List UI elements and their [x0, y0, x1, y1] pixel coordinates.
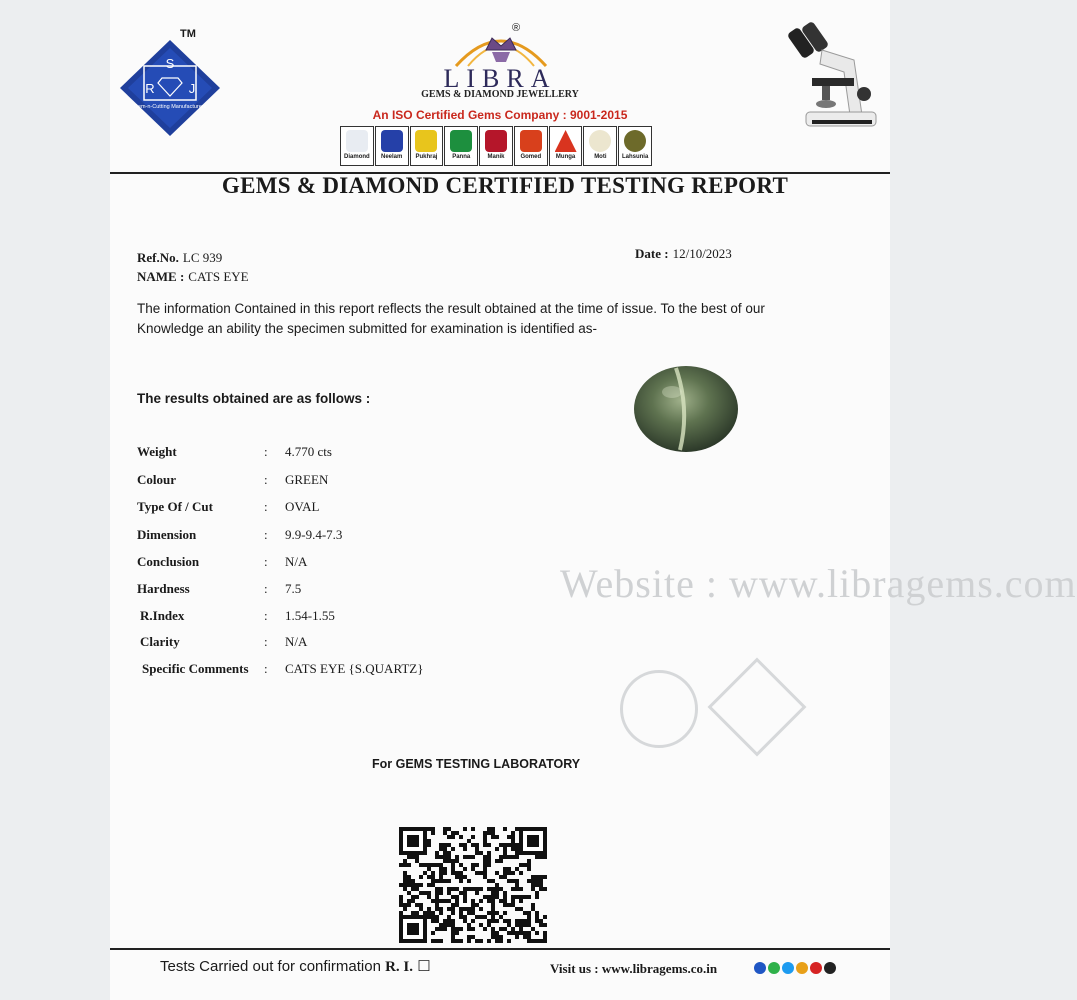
lab-signature: For GEMS TESTING LABORATORY: [372, 757, 581, 771]
gem-stone-icon: [485, 130, 507, 152]
result-row: [142, 661, 542, 679]
result-label: R.Index: [140, 608, 185, 623]
result-separator: :: [264, 634, 268, 649]
result-row: [137, 527, 537, 545]
result-label: Dimension: [137, 527, 197, 542]
gem-strip-item: [444, 126, 478, 166]
gem-strip-item: [618, 126, 652, 166]
gem-strip-item: [514, 126, 548, 166]
result-label: Colour: [137, 472, 176, 487]
result-label: Type Of / Cut: [137, 499, 213, 514]
ref-label: Ref.No.: [137, 250, 179, 265]
date-line: [635, 245, 732, 263]
srj-logo: [118, 38, 222, 138]
date-value: 12/10/2023: [672, 246, 732, 261]
checkbox-icon: ☐: [417, 958, 431, 975]
gem-strip-item: [340, 126, 374, 166]
result-row: [137, 581, 537, 599]
gem-strip-label: Diamond: [344, 154, 370, 160]
result-value: 1.54-1.55: [285, 608, 335, 623]
result-value: 4.770 cts: [285, 444, 332, 459]
result-label: Hardness: [137, 581, 190, 596]
social-icon[interactable]: [754, 962, 766, 974]
visit-url[interactable]: www.libragems.co.in: [601, 961, 718, 976]
social-icon[interactable]: [782, 962, 794, 974]
result-label: Clarity: [140, 634, 180, 649]
result-row: [137, 554, 537, 572]
name-value: CATS EYE: [188, 269, 249, 284]
social-icon[interactable]: [824, 962, 836, 974]
gem-strip-label: Moti: [594, 154, 607, 160]
microscope-icon: [792, 20, 882, 130]
gem-strip-item: [375, 126, 409, 166]
result-separator: :: [264, 472, 268, 487]
gem-strip-item: [549, 126, 583, 166]
faint-background-text: [180, 195, 820, 275]
gem-strip-item: [410, 126, 444, 166]
result-value: N/A: [285, 554, 308, 569]
gem-strip-label: Manik: [487, 154, 505, 160]
srj-letter-s: S: [165, 56, 175, 71]
result-label: Weight: [137, 444, 177, 459]
gem-strip-label: Neelam: [380, 154, 403, 160]
gem-strip-label: Lahsunia: [621, 154, 649, 160]
result-label: Specific Comments: [142, 661, 249, 676]
name-line: [137, 268, 249, 286]
gem-stone-icon: [624, 130, 646, 152]
registered-mark: ®: [512, 22, 521, 34]
result-separator: :: [264, 661, 268, 676]
result-value: N/A: [285, 634, 308, 649]
result-separator: :: [264, 499, 268, 514]
result-separator: :: [264, 554, 268, 569]
name-label: NAME :: [137, 269, 185, 284]
srj-letter-j: J: [188, 81, 196, 96]
gem-stone-icon: [555, 130, 577, 152]
gem-stone-icon: [520, 130, 542, 152]
result-separator: :: [264, 527, 268, 542]
footer-note: [160, 957, 431, 976]
gem-stone-icon: [381, 130, 403, 152]
result-row: [140, 634, 540, 652]
social-icon[interactable]: [768, 962, 780, 974]
ref-line: [137, 249, 222, 267]
website-watermark: Website : www.libragems.com: [560, 561, 1077, 606]
result-value: 9.9-9.4-7.3: [285, 527, 343, 542]
srj-tagline: Gem-n-Cutting Manufacturers: [133, 104, 207, 110]
result-separator: :: [264, 581, 268, 596]
trademark-mark: TM: [180, 28, 196, 40]
brand-subtitle: GEMS & DIAMOND JEWELLERY: [421, 89, 579, 100]
result-value: CATS EYE {S.QUARTZ}: [285, 661, 424, 676]
gem-stone-icon: [450, 130, 472, 152]
gem-stone-icon: [589, 130, 611, 152]
gem-strip-item: [479, 126, 513, 166]
result-row: [137, 472, 537, 490]
gem-strip-label: Munga: [555, 154, 576, 160]
result-label: Conclusion: [137, 554, 200, 569]
gem-strip-label: Pukhraj: [415, 154, 438, 160]
result-row: [137, 444, 537, 462]
gem-strip-item: [583, 126, 617, 166]
gem-strip: [340, 126, 652, 166]
result-value: GREEN: [285, 472, 329, 487]
social-icon[interactable]: [810, 962, 822, 974]
gem-stone-icon: [415, 130, 437, 152]
visit-label: Visit us :: [550, 961, 599, 976]
social-icon[interactable]: [796, 962, 808, 974]
social-icons: [754, 962, 836, 974]
result-value: OVAL: [285, 499, 320, 514]
gem-strip-label: Gomed: [520, 154, 542, 160]
gem-stone-icon: [346, 130, 368, 152]
result-separator: :: [264, 608, 268, 623]
results-heading: The results obtained are as follows :: [137, 391, 371, 406]
srj-letter-r: R: [145, 81, 155, 96]
result-row: [137, 499, 537, 517]
libra-crown-icon: [446, 20, 556, 70]
result-value: 7.5: [285, 581, 302, 596]
result-row: [140, 608, 540, 626]
qr-code[interactable]: [398, 826, 548, 944]
footer-rule: [110, 948, 890, 950]
report-title: GEMS & DIAMOND CERTIFIED TESTING REPORT: [221, 173, 789, 198]
seal-round-stamp: [620, 670, 698, 748]
result-separator: :: [264, 444, 268, 459]
footer-visit: [550, 961, 717, 977]
cats-eye-stone: [632, 364, 740, 454]
footer-note-bold: R. I.: [385, 959, 414, 975]
brand-name: LIBRA: [443, 64, 557, 93]
date-label: Date :: [635, 246, 669, 261]
footer-note-text: Tests Carried out for confirmation: [160, 958, 381, 975]
ref-value: LC 939: [182, 250, 223, 265]
intro-paragraph: The information Contained in this report reflects the result obtained at the time of issue. To the best of our Knowledge an ability the specimen submitted for examination is identified as-: [137, 301, 765, 336]
iso-certification: An ISO Certified Gems Company : 9001-2015: [372, 108, 628, 122]
gem-strip-label: Panna: [452, 154, 471, 160]
